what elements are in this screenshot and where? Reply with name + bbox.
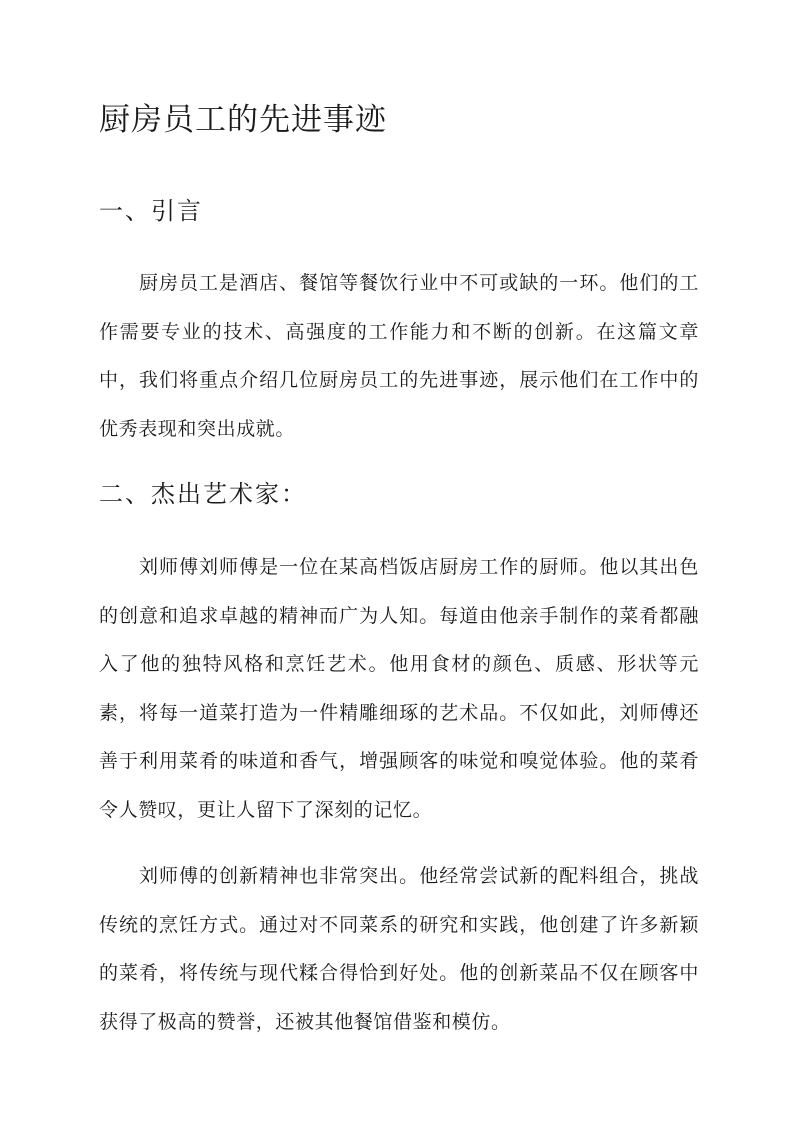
artist-paragraph-2: 刘师傅的创新精神也非常突出。他经常尝试新的配料组合，挑战传统的烹饪方式。通过对不同菜系的研究和实践，他创建了许多新颖的菜肴，将传统与现代糅合得恰到好处。他的创新菜品不仅在顾客中获得了极高的赞誉，还被其他餐馆借鉴和模仿。 bbox=[99, 865, 699, 1033]
document-title: 厨房员工的先进事迹 bbox=[99, 102, 387, 138]
section-heading-outstanding-artist: 二、杰出艺术家： bbox=[99, 480, 307, 508]
section-heading-introduction: 一、引言 bbox=[99, 197, 203, 225]
artist-paragraph-1: 刘师傅刘师傅是一位在某高档饭店厨房工作的厨师。他以其出色的创意和追求卓越的精神而广为人知。每道由他亲手制作的菜肴都融入了他的独特风格和烹饪艺术。他用食材的颜色、质感、形状等元素，将每一道菜打造为一件精雕细琢的艺术品。不仅如此，刘师傅还善于利用菜肴的味道和香气，增强顾客的味觉和嗅觉体验。他的菜肴令人赞叹，更让人留下了深刻的记忆。 bbox=[99, 556, 699, 821]
introduction-paragraph: 厨房员工是酒店、餐馆等餐饮行业中不可或缺的一环。他们的工作需要专业的技术、高强度的工作能力和不断的创新。在这篇文章中，我们将重点介绍几位厨房员工的先进事迹，展示他们在工作中的优秀表现和突出成就。 bbox=[99, 272, 699, 440]
